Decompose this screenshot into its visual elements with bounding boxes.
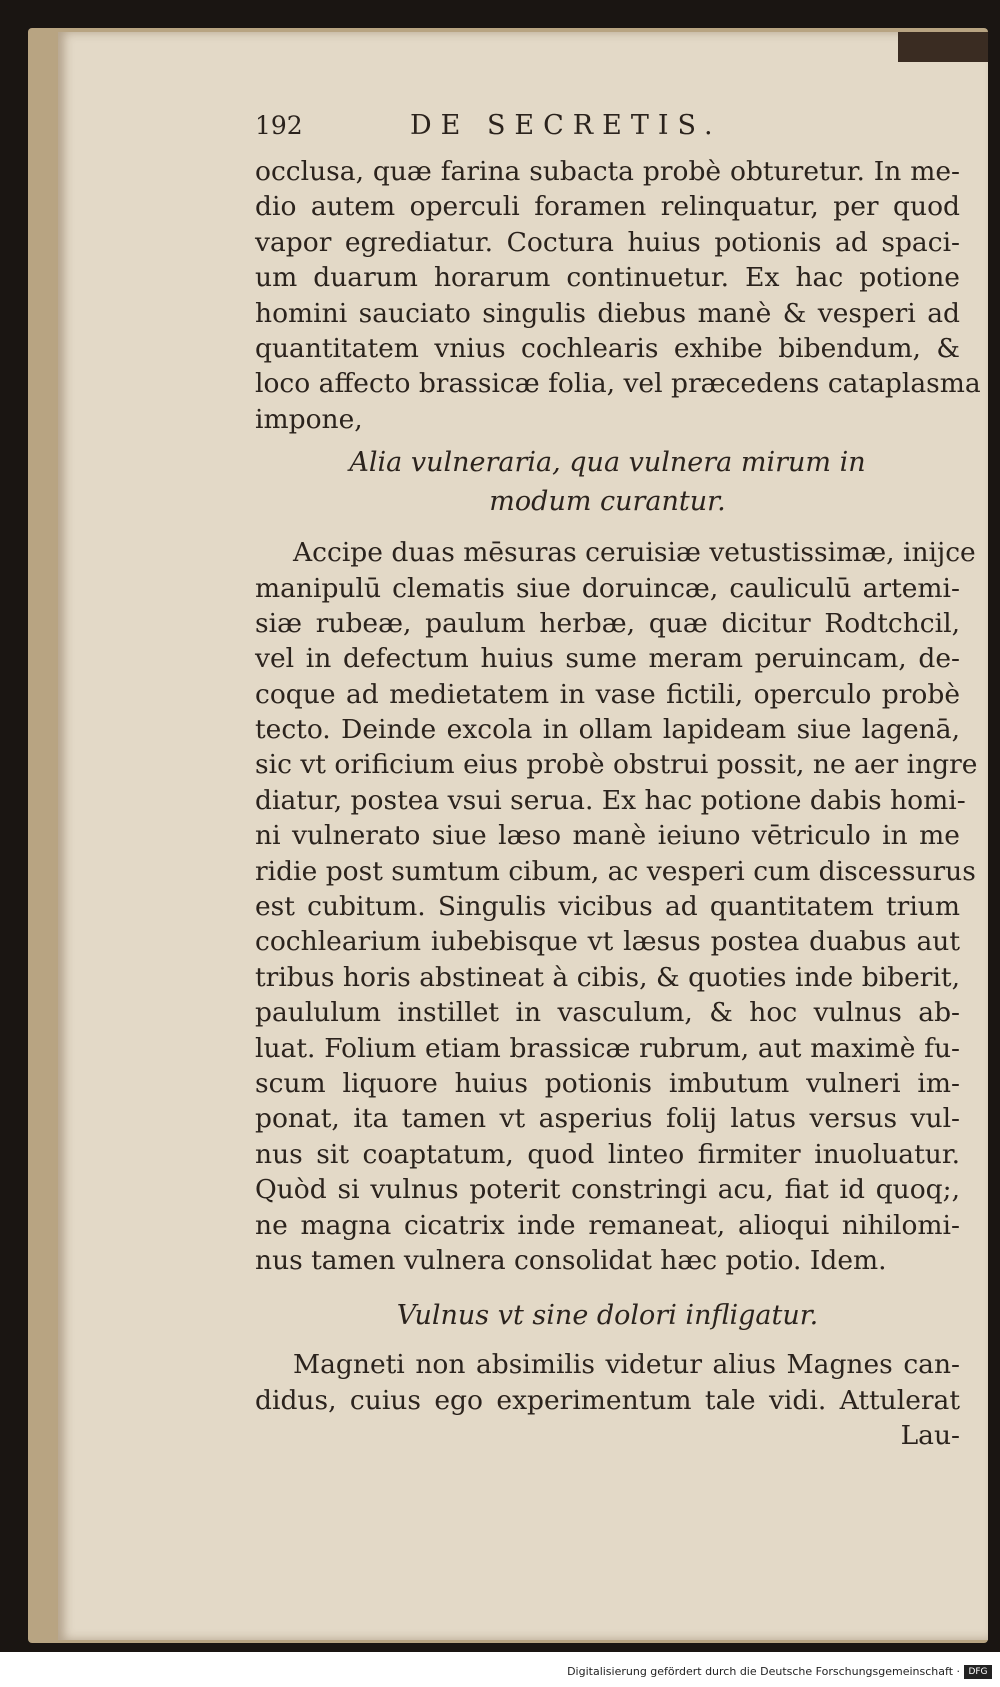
text-line: manipulū clematis siue doruincæ, cauliculū artemi- bbox=[255, 572, 960, 604]
text-line: diatur, postea vsui serua. Ex hac potione dabis homi- bbox=[255, 784, 966, 816]
text-line: homini sauciato singulis diebus manè & vesperi ad bbox=[255, 297, 960, 329]
text-line: luat. Folium etiam brassicæ rubrum, aut maximè fu- bbox=[255, 1032, 960, 1064]
text-line: vapor egrediatur. Coctura huius potionis ad spaci- bbox=[255, 226, 960, 258]
text-line: vel in defectum huius sume meram peruincam, de- bbox=[255, 643, 960, 675]
section-heading-2 bbox=[255, 1296, 960, 1335]
page-text-block bbox=[255, 110, 981, 1453]
text-line: scum liquore huius potionis imbutum vulneri im- bbox=[255, 1067, 960, 1099]
section-heading-1 bbox=[255, 443, 960, 521]
text-line: nus tamen vulnera consolidat hæc potio. Idem. bbox=[255, 1244, 887, 1276]
page-number: 192 bbox=[255, 111, 303, 140]
text-line: occlusa, quæ farina subacta probè obturetur. In me- bbox=[255, 156, 960, 187]
paragraph-3 bbox=[255, 1347, 960, 1418]
text-line: dio autem operculi foramen relinquatur, per quod bbox=[255, 191, 960, 223]
text-line: coque ad medietatem in vase fictili, operculo probè bbox=[255, 678, 960, 710]
paragraph-2 bbox=[255, 535, 978, 1278]
text-line: Quòd si vulnus poterit constringi acu, fiat id quoq;, bbox=[255, 1174, 960, 1206]
text-line: Accipe duas mēsuras ceruisiæ vetustissimæ, inijce bbox=[293, 537, 976, 569]
text-line: tecto. Deinde excola in ollam lapideam siue lagenā, bbox=[255, 714, 960, 746]
text-line: est cubitum. Singulis vicibus ad quantitatem trium bbox=[255, 891, 960, 923]
text-line: Magneti non absimilis videtur alius Magnes can- bbox=[293, 1349, 960, 1381]
text-line: tribus horis abstineat à cibis, & quoties inde biberit, bbox=[255, 961, 960, 993]
text-line: impone, bbox=[255, 403, 363, 435]
text-line: ponat, ita tamen vt asperius folij latus versus vul- bbox=[255, 1103, 960, 1135]
text-line: ne magna cicatrix inde remaneat, alioqui nihilomi- bbox=[255, 1209, 960, 1241]
heading-line: Vulnus vt sine dolori infligatur. bbox=[396, 1300, 819, 1332]
paragraph-1 bbox=[255, 154, 981, 437]
text-line: ridie post sumtum cibum, ac vesperi cum discessurus bbox=[255, 855, 976, 887]
dfg-logo: DFG bbox=[964, 1665, 992, 1679]
text-line: sic vt orificium eius probè obstrui possit, ne aer ingre bbox=[255, 749, 978, 781]
text-line: cochlearium iubebisque vt læsus postea duabus aut bbox=[255, 926, 960, 958]
digitization-credit: Digitalisierung gefördert durch die Deutsche Forschungsgemeinschaft · bbox=[567, 1665, 960, 1678]
heading-line: Alia vulneraria, qua vulnera mirum in bbox=[349, 447, 866, 479]
page-header bbox=[255, 110, 960, 154]
running-title: DE SECRETIS. bbox=[410, 110, 722, 141]
text-line: didus, cuius ego experimentum tale vidi. Attulerat bbox=[255, 1384, 960, 1416]
text-line: nus sit coaptatum, quod linteo firmiter inuoluatur. bbox=[255, 1138, 960, 1170]
text-line: loco affecto brassicæ folia, vel præcedens cataplasma bbox=[255, 368, 981, 400]
catchword: Lau- bbox=[900, 1420, 960, 1452]
text-line: um duarum horarum continuetur. Ex hac potione bbox=[255, 262, 960, 294]
text-line: quantitatem vnius cochlearis exhibe bibendum, & bbox=[255, 332, 960, 364]
text-line: paululum instillet in vasculum, & hoc vulnus ab- bbox=[255, 997, 960, 1029]
heading-line: modum curantur. bbox=[489, 486, 726, 518]
page-corner-damage bbox=[898, 32, 988, 62]
text-line: ni vulnerato siue læso manè ieiuno vētriculo in me bbox=[255, 820, 960, 852]
text-line: siæ rubeæ, paulum herbæ, quæ dicitur Rodtchcil, bbox=[255, 607, 960, 639]
